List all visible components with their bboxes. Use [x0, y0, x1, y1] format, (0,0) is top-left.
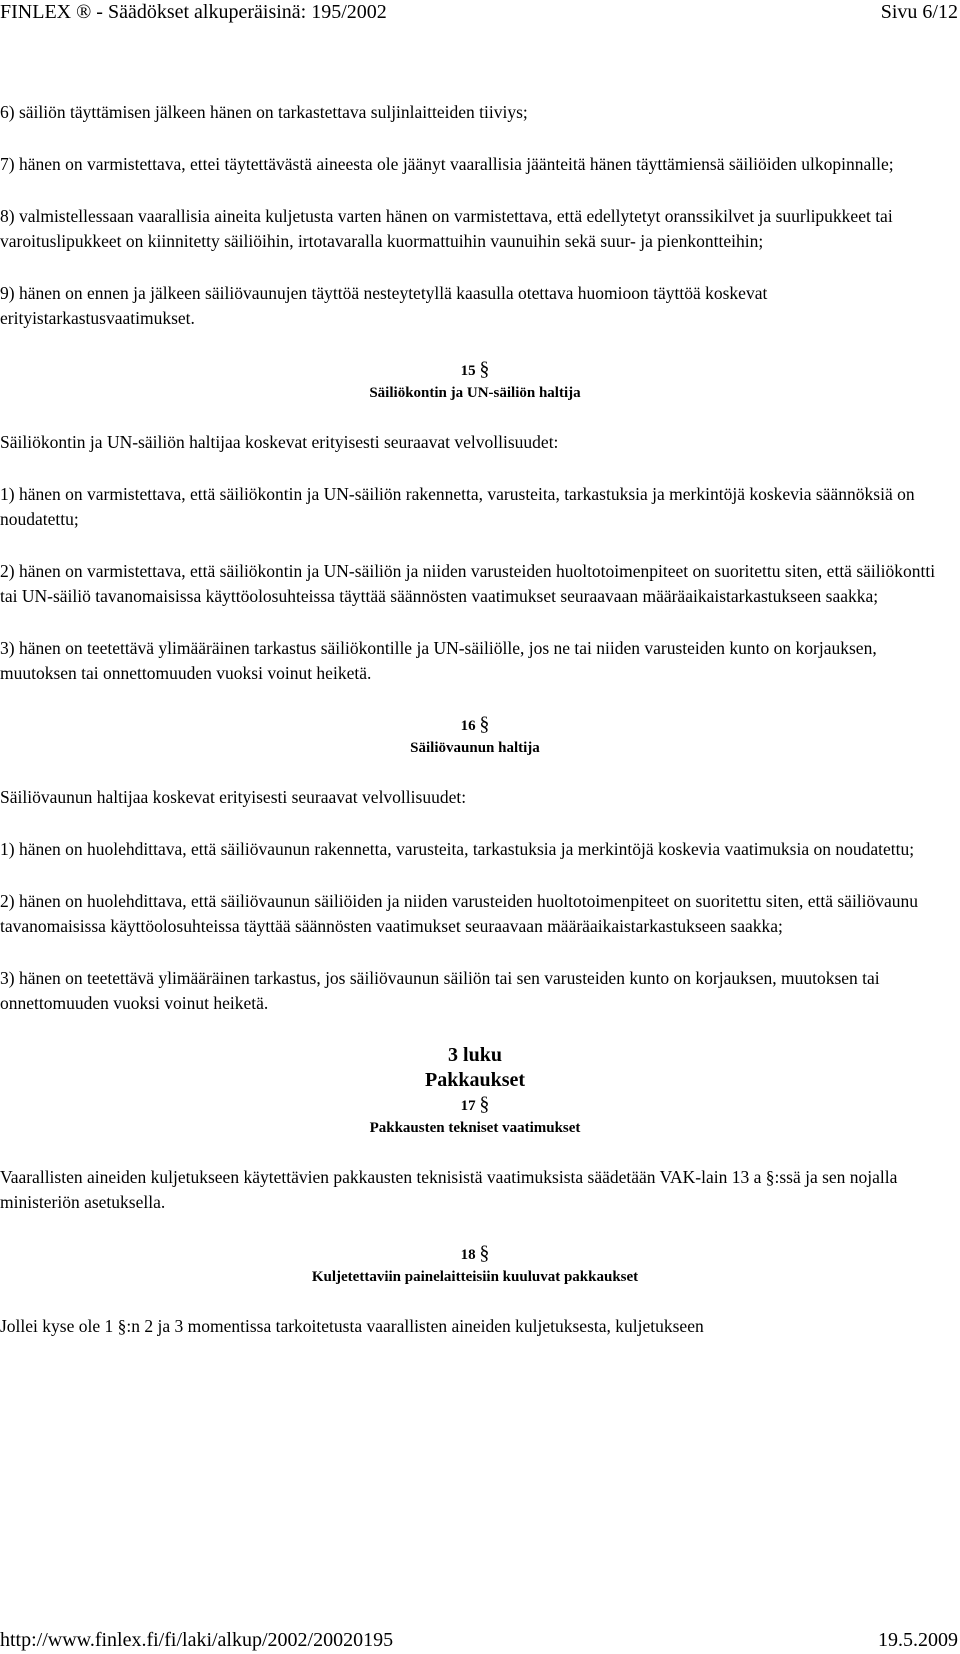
section-title: Kuljetettaviin painelaitteisiin kuuluvat pakkaukset: [311, 1269, 639, 1285]
section-heading-15: [0, 358, 950, 404]
paragraph: Säiliökontin ja UN-säiliön haltijaa koskevat erityisesti seuraavat velvollisuudet:: [0, 432, 559, 452]
print-date: 19.5.2009: [878, 1629, 958, 1651]
chapter-heading: [0, 1043, 950, 1093]
page-footer: [0, 1626, 960, 1654]
header-title: FINLEX ® - Säädökset alkuperäisinä: 195/2002: [0, 1, 387, 23]
paragraph: 2) hänen on huolehdittava, että säiliövaunun säiliöiden ja niiden varusteiden huoltotoimenpiteet on suoritettu siten, että säiliövaunu tavanomaisissa käyttöolosuhteissa täyttää säännösten vaatimukset seuraavaan määräaikaistarkastukseen saakka;: [0, 891, 919, 936]
paragraph: 3) hänen on teetettävä ylimääräinen tarkastus säiliökontille ja UN-säiliölle, jos ne tai niiden varusteiden kunto on korjauksen, muutoksen tai onnettomuuden vuoksi voinut heiketä.: [0, 638, 877, 683]
paragraph: 1) hänen on huolehdittava, että säiliövaunun rakennetta, varusteita, tarkastuksia ja merkintöjä koskevia vaatimuksia on noudatettu;: [0, 839, 915, 859]
paragraph: 7) hänen on varmistettava, ettei täytettävästä aineesta ole jäänyt vaarallisia jäänteitä hänen täyttämiensä säiliöiden ulkopinnalle;: [0, 154, 894, 174]
paragraph: Säiliövaunun haltijaa koskevat erityisesti seuraavat velvollisuudet:: [0, 787, 467, 807]
section-title: Säiliövaunun haltija: [410, 740, 540, 756]
paragraph: 3) hänen on teetettävä ylimääräinen tarkastus, jos säiliövaunun säiliön tai sen varusteiden kunto on korjauksen, muutoksen tai onnettomuuden vuoksi voinut heiketä.: [0, 968, 880, 1013]
section-title: Säiliökontin ja UN-säiliön haltija: [369, 385, 581, 401]
paragraph: Vaarallisten aineiden kuljetukseen käytettävien pakkausten teknisistä vaatimuksista säädetään VAK-lain 13 a §:ssä ja sen nojalla ministeriön asetuksella.: [0, 1167, 898, 1212]
paragraph: Jollei kyse ole 1 §:n 2 ja 3 momentissa tarkoitetusta vaarallisten aineiden kuljetuksesta, kuljetukseen: [0, 1316, 704, 1336]
page-number: Sivu 6/12: [880, 1, 958, 23]
paragraph: 1) hänen on varmistettava, että säiliökontin ja UN-säiliön rakennetta, varusteita, tarkastuksia ja merkintöjä koskevia säännöksiä on noudatettu;: [0, 484, 915, 529]
section-number: 16 §: [460, 713, 490, 735]
section-heading-18: [0, 1242, 950, 1288]
paragraph: 2) hänen on varmistettava, että säiliökontin ja UN-säiliön ja niiden varusteiden huoltotoimenpiteet on suoritettu siten, että säiliökontti tai UN-säiliö tavanomaisissa käyttöolosuhteissa täyttää säännösten vaatimukset seuraavaan määräaikaistarkastukseen saakka;: [0, 561, 936, 606]
document-body: [0, 100, 950, 1366]
section-heading-17: [0, 1093, 950, 1139]
paragraph: 6) säiliön täyttämisen jälkeen hänen on tarkastettava suljinlaitteiden tiiviys;: [0, 102, 528, 122]
section-heading-16: [0, 713, 950, 759]
paragraph: 9) hänen on ennen ja jälkeen säiliövaunujen täyttöä nesteytetyllä kaasulla otettava huomioon täyttöä koskevat erityistarkastusvaatimukset.: [0, 283, 768, 328]
section-number: 18 §: [460, 1242, 490, 1264]
section-title: Pakkausten tekniset vaatimukset: [369, 1120, 581, 1136]
paragraph: 8) valmistellessaan vaarallisia aineita kuljetusta varten hänen on varmistettava, että edellytetyt oranssikilvet ja suurlipukkeet tai varoituslipukkeet on kiinnitetty säiliöihin, irtotavaralla kuormattuihin vaunuihin sekä suur- ja pienkontteihin;: [0, 206, 893, 251]
source-url: http://www.finlex.fi/fi/laki/alkup/2002/20020195: [0, 1629, 394, 1651]
chapter-number: 3 luku: [448, 1044, 502, 1066]
section-number: 15 §: [460, 358, 490, 380]
page-header: [0, 0, 960, 32]
section-number: 17 §: [460, 1093, 490, 1115]
chapter-title: Pakkaukset: [424, 1069, 526, 1091]
